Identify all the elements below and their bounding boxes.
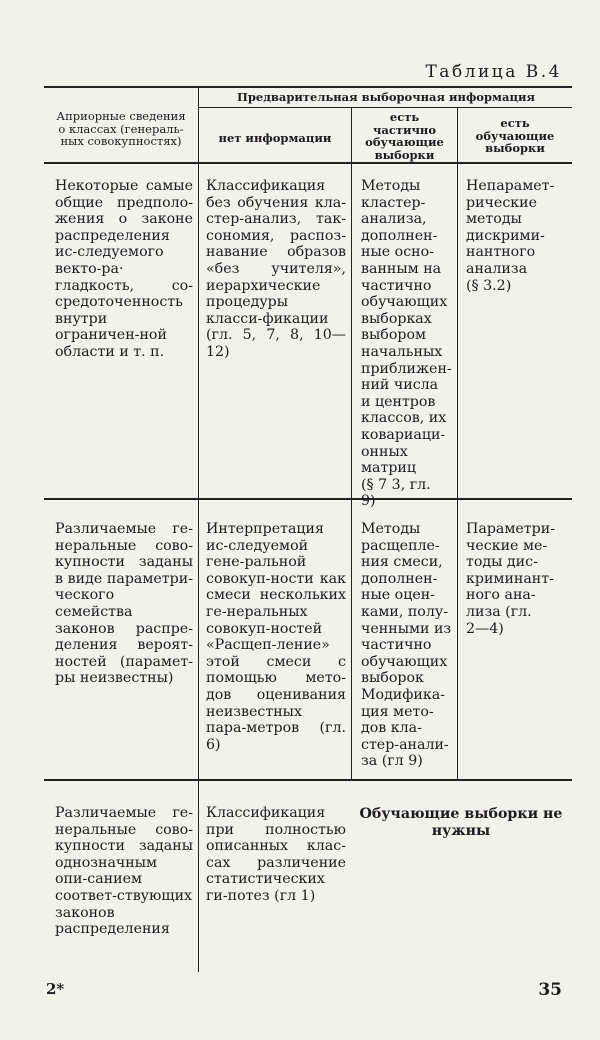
column-divider-3 (457, 108, 458, 780)
header-training: есть обучающие выборки (475, 116, 555, 156)
header-prior-info: Априорные сведения о классах (генераль- ных совокупностях) (56, 109, 186, 149)
row3-prior-info: Различаемые ге-неральные сово-купности заданы однозначным опи-санием соответ-ствующих законов распределения (55, 805, 193, 938)
signature-mark: 2* (46, 980, 65, 998)
group-header-underline (199, 107, 572, 108)
row2-prior-info: Различаемые ге-неральные сово-купности заданы в виде параметри-ческого семейства законов распре-деления вероят-ностей (парамет-ры неизвестны) (55, 521, 193, 687)
header-partial-training: есть частично обучающие выборки (365, 110, 444, 162)
table-title: Таблица В.4 (425, 62, 562, 82)
row2-no-info: Интерпретация ис-следуемой гене-ральной совокуп-ности как смеси нескольких ге-неральных совокуп-ностей «Расщеп-ление» этой смеси с помощью мето-дов оценивания неизвестных пара-метров (гл. 6) (206, 521, 346, 753)
page-number: 35 (538, 980, 562, 1000)
row1-partial-training: Методы кластер- анализа, дополнен- ные осно- ванным на частично обучающих выборках выбором начальных приближен- ний числа и центров классов, их ковариаци- онных матриц (§ 7 3, гл. 9) (361, 178, 452, 510)
row3-training-not-needed: Обучающие выборки не нужны (359, 806, 563, 839)
row1-no-info: Классификация без обучения кла-стер-анализ, так-сономия, распоз-навание образов «без учителя», иерархические процедуры класси-фикации (гл. 5, 7, 8, 10—12) (206, 178, 346, 360)
header-no-info: нет информации (218, 131, 332, 145)
row2-partial-training: Методы расщепле- ния смеси, дополнен- ные оцен- ками, полу- ченными из частично обучающих выборок Модифика- ция мето- дов кла- стер-анали- за (гл 9) (361, 521, 452, 770)
header-sample-info-group: Предварительная выборочная информация (237, 90, 535, 104)
row3-no-info: Классификация при полностью описанных клас-сах различение статистических ги-потез (гл 1) (206, 805, 346, 904)
row2-training: Параметри- ческие ме- тоды дис- криминант- ного ана- лиза (гл. 2—4) (466, 521, 555, 637)
table-top-border (44, 86, 572, 88)
row1-training: Непарамет- рические методы дискрими- нантного анализа (§ 3.2) (466, 178, 555, 294)
column-divider-1 (198, 86, 199, 972)
column-divider-2 (351, 108, 352, 780)
row-divider-1 (44, 498, 572, 500)
row1-prior-info: Некоторые самые общие предполо-жения о законе распределения ис-следуемого векто-ра· гладкость, со-средоточенность внутри ограничен-ной области и т. п. (55, 178, 193, 360)
header-bottom-border (44, 162, 572, 164)
row-divider-2 (44, 779, 572, 781)
